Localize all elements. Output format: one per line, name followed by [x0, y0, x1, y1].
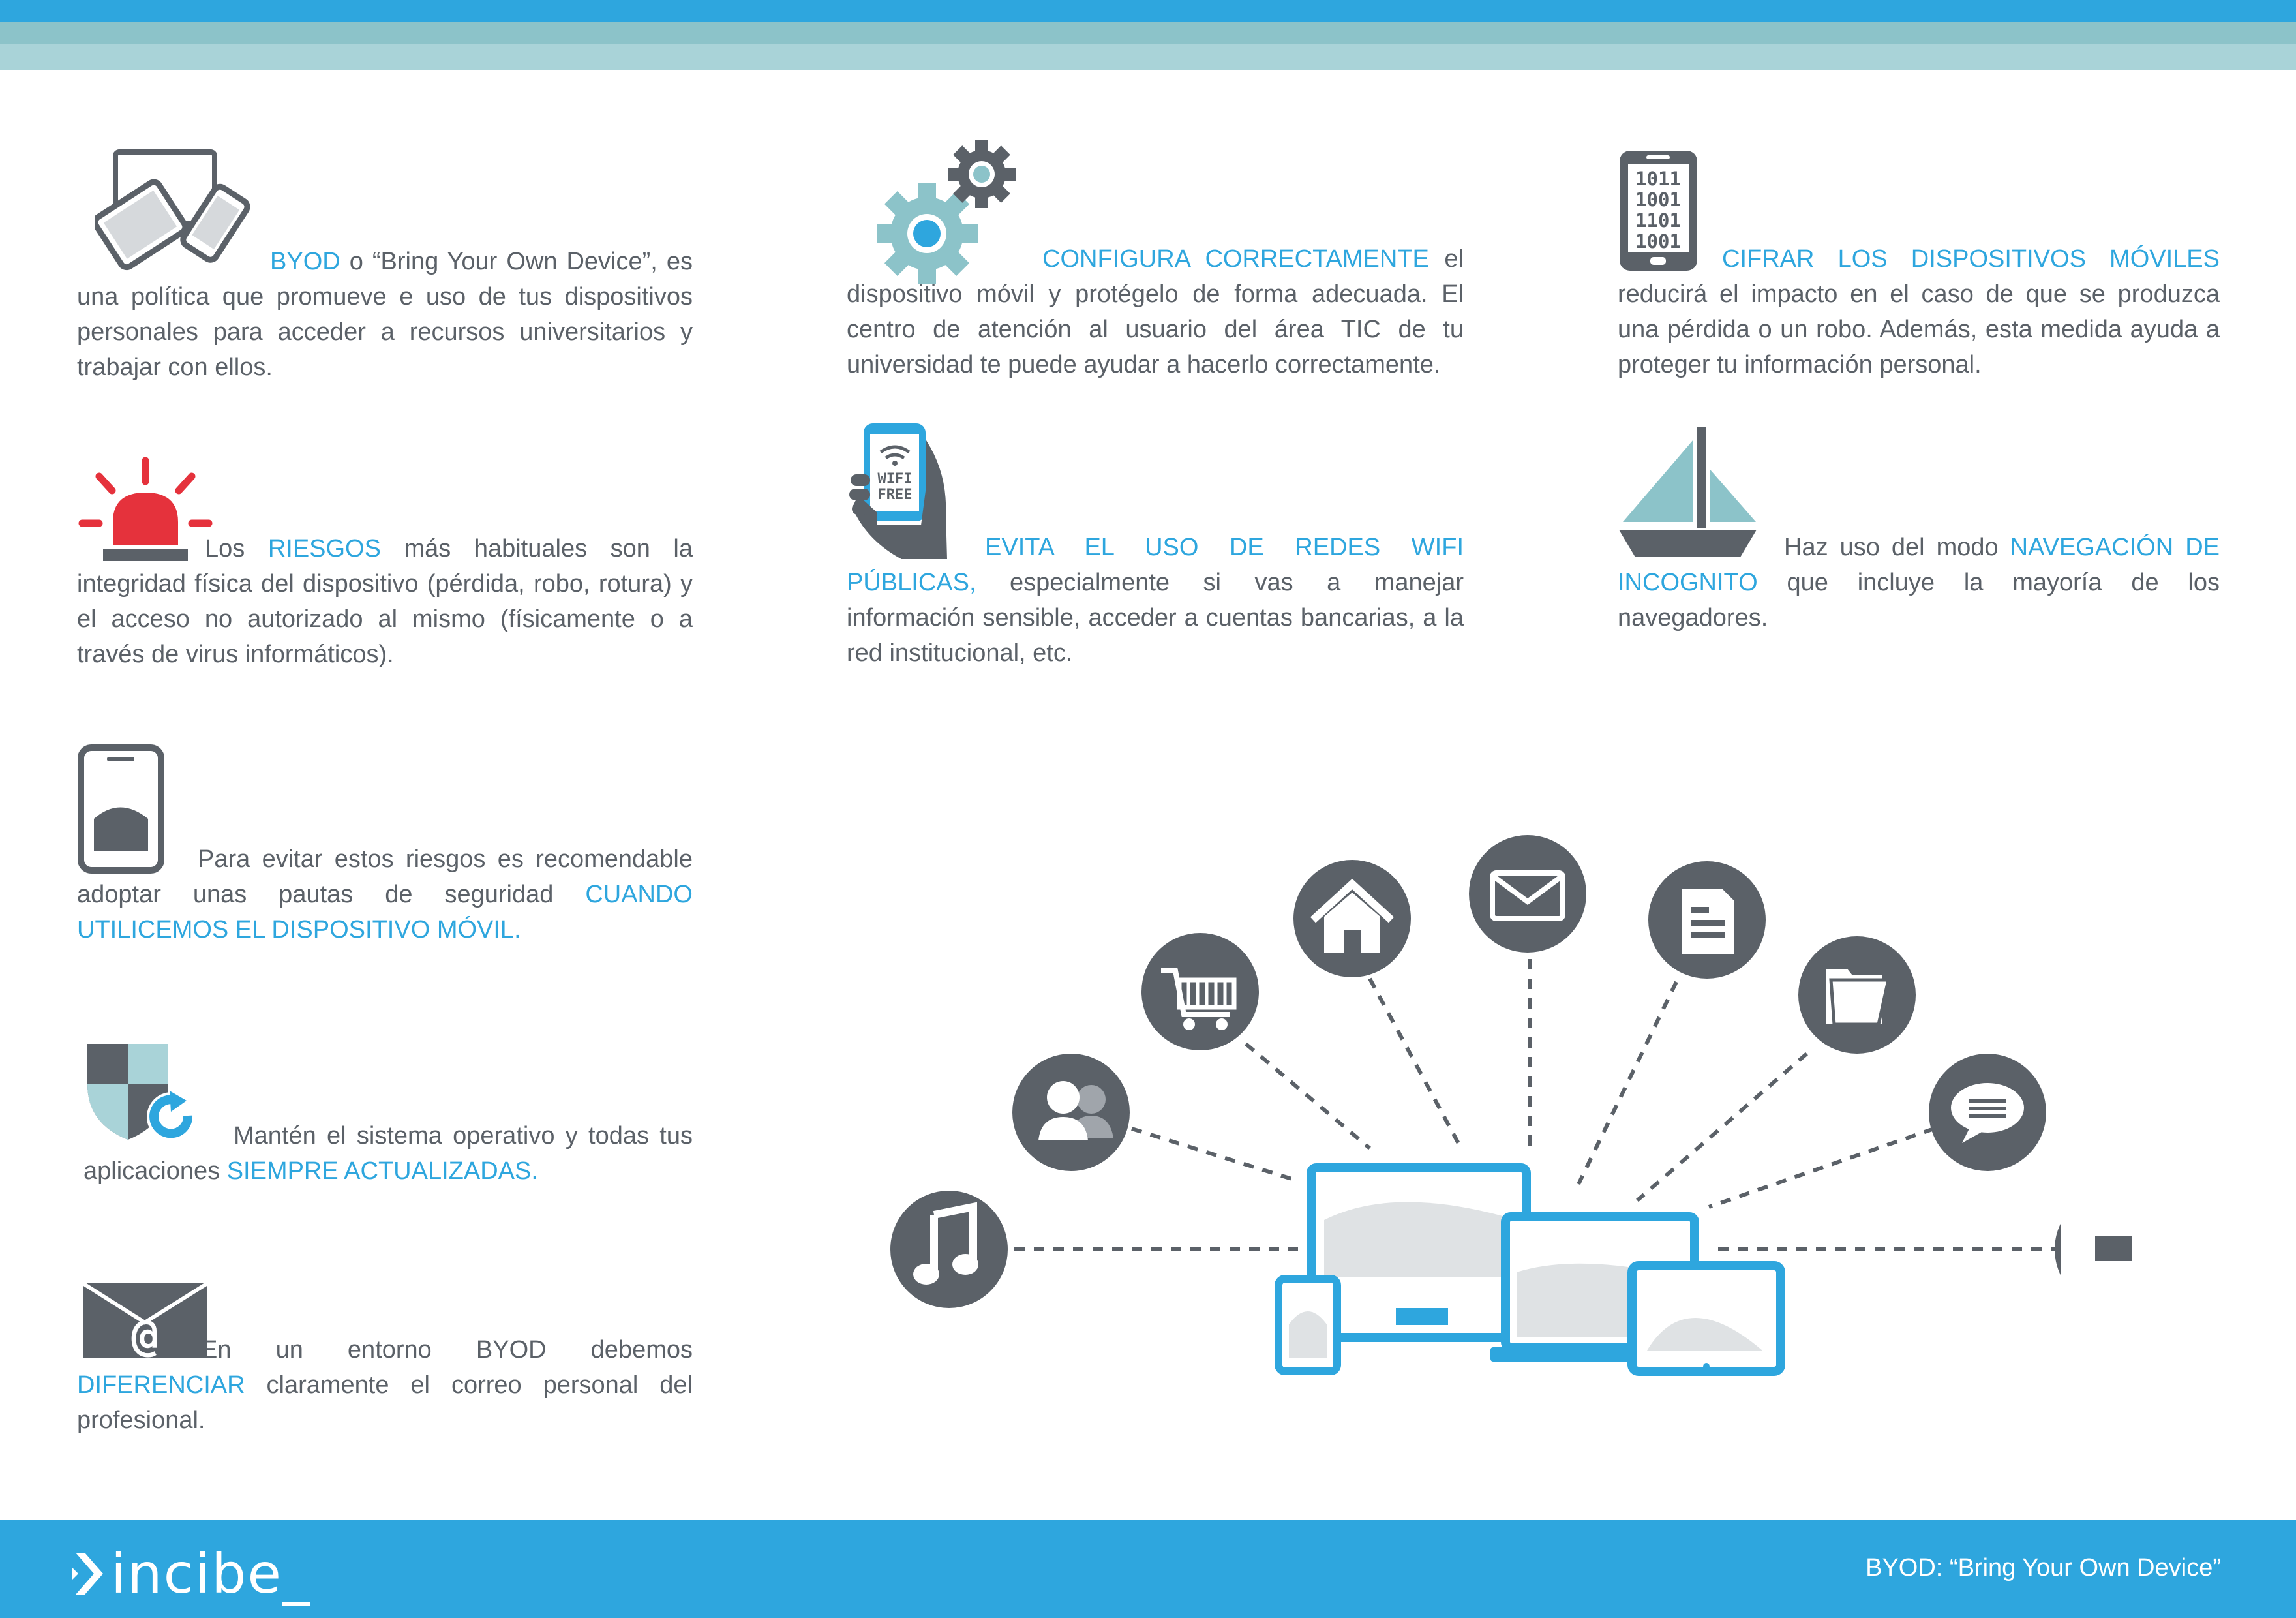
pautas-pre: Para evitar estos riesgos es recomendable adoptar unas pautas de seguridad: [77, 846, 693, 908]
riesgos-highlight: RIESGOS: [267, 535, 381, 562]
riesgos-body: más habituales son la integridad física del dispositivo (pérdida, robo, rotura) y el acceso no autorizado al mismo (físicamente o a través de virus informáticos).: [77, 535, 693, 668]
actualizaciones-text: [83, 1118, 693, 1189]
configura-text: [847, 241, 1464, 382]
correo-pre: En un entorno BYOD debemos: [201, 1336, 693, 1364]
correo-highlight: DIFERENCIAR: [77, 1371, 245, 1399]
wifi-body: especialmente si vas a manejar información sensible, acceder a cuentas bancarias, a la red institucional, etc.: [847, 569, 1464, 667]
wifi-label: WIFI: [877, 471, 913, 487]
users-icon: [1012, 1054, 1130, 1171]
at-glyph: @: [131, 1310, 159, 1359]
chat-icon: [1929, 1054, 2046, 1171]
incognito-body: que incluye la mayoría de los navegadores.: [1618, 569, 2220, 632]
binary-row-4: 1001: [1635, 230, 1681, 252]
correo-text: [77, 1332, 693, 1438]
footer-title: BYOD: “Bring Your Own Device”: [1865, 1554, 2221, 1581]
actualizaciones-highlight: SIEMPRE ACTUALIZADAS.: [226, 1157, 538, 1185]
music-icon: [890, 1191, 1008, 1308]
footer: [0, 1520, 2296, 1618]
configura-body: el dispositivo móvil y protégelo de forma adecuada. El centro de atención al usuario del área TIC de tu universidad te puede ayudar a hacerlo correctamente.: [847, 245, 1464, 378]
byod-body: o “Bring Your Own Device”, es una política que promueve e uso de tus dispositivos personales para acceder a recursos universitarios y trabajar con ellos.: [77, 248, 693, 381]
incognito-pre: Haz uso del modo: [1784, 534, 2010, 561]
shopping-cart-icon: [1141, 933, 1259, 1050]
free-label: FREE: [877, 487, 913, 503]
riesgos-text: [77, 531, 693, 672]
incibe-logo-text: incibe_: [111, 1542, 312, 1606]
byod-illustration: [874, 829, 2061, 1390]
desktop-monitor-icon: [1311, 1168, 1526, 1337]
calendar-icon: [2055, 1191, 2061, 1308]
incibe-logo[interactable]: [72, 1542, 312, 1606]
binary-row-1: 1011: [1635, 168, 1681, 190]
mobile-phone-icon: [1278, 1279, 1337, 1371]
incognito-text: [1618, 530, 2220, 635]
document-icon: [1648, 861, 1766, 979]
header-band-teal: [0, 22, 2296, 44]
cifrar-highlight: CIFRAR LOS DISPOSITIVOS MÓVILES: [1722, 245, 2220, 273]
correo-body: claramente el correo personal del profesional.: [77, 1371, 693, 1434]
pautas-text: [77, 842, 693, 947]
wifi-highlight: EVITA EL USO DE REDES WIFI PÚBLICAS,: [847, 534, 1464, 596]
actualizaciones-pre: Mantén el sistema operativo y todas tus aplicaciones: [83, 1122, 693, 1185]
riesgos-pre: Los: [205, 535, 268, 562]
byod-highlight: BYOD: [270, 248, 340, 275]
pautas-highlight: CUANDO UTILICEMOS EL DISPOSITIVO MÓVIL.: [77, 881, 693, 943]
binary-row-2: 1001: [1635, 189, 1681, 211]
binary-row-3: 1101: [1635, 209, 1681, 232]
byod-text: [77, 244, 693, 385]
tablet-icon: [1632, 1266, 1781, 1371]
incognito-highlight: NAVEGACIÓN DE INCOGNITO: [1618, 534, 2220, 596]
home-icon: [1293, 860, 1411, 977]
incibe-logo-mark-icon: [72, 1550, 106, 1597]
wifi-text: [847, 530, 1464, 671]
configura-highlight: CONFIGURA CORRECTAMENTE: [1042, 245, 1429, 273]
folder-icon: [1798, 936, 1916, 1054]
cifrar-body: reducirá el impacto en el caso de que se produzca una pérdida o un robo. Además, esta medida ayuda a proteger tu información personal.: [1618, 281, 2220, 378]
calendar-glyph: [2081, 1210, 2146, 1275]
mail-icon: [1469, 835, 1586, 953]
header-band-blue: [0, 0, 2296, 22]
cifrar-text: [1618, 241, 2220, 382]
header-band-light-teal: [0, 44, 2296, 70]
